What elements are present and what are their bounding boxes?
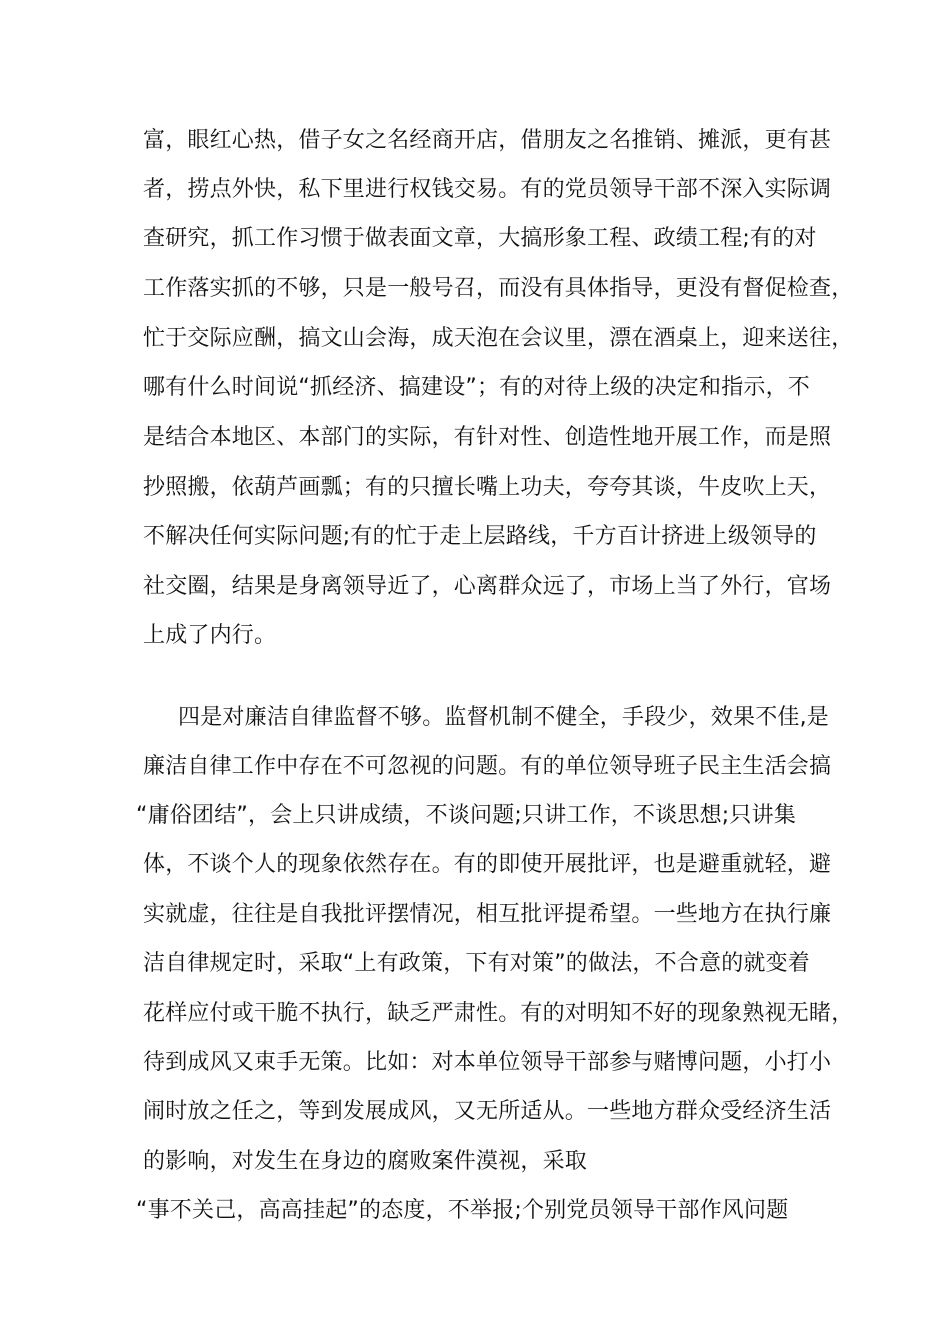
- paragraph-2-line-6: 洁自律规定时，采取“上有政策，下有对策”的做法，不合意的就变着: [143, 951, 810, 976]
- paragraph-2-line-3: “庸俗团结”，会上只讲成绩，不谈问题;只讲工作，不谈思想;只讲集: [136, 803, 797, 828]
- paragraph-2-line-2: 廉洁自律工作中存在不可忽视的问题。有的单位领导班子民主生活会搞: [143, 754, 832, 779]
- paragraph-1-line-6: 哪有什么时间说“抓经济、搞建设”；有的对待上级的决定和指示，不: [143, 375, 810, 400]
- paragraph-1-line-11: 上成了内行。: [143, 623, 277, 648]
- paragraph-2-line-8: 待到成风又束手无策。比如：对本单位领导干部参与赌博问题，小打小: [143, 1050, 832, 1075]
- paragraph-2-line-7: 花样应付或干脆不执行，缺乏严肃性。有的对明知不好的现象熟视无睹，: [143, 1001, 854, 1026]
- paragraph-1-line-8: 抄照搬，依葫芦画瓢；有的只擅长嘴上功夫，夸夸其谈，牛皮吹上天，: [143, 475, 832, 500]
- paragraph-1-line-4: 工作落实抓的不够，只是一般号召，而没有具体指导，更没有督促检查，: [143, 276, 854, 301]
- paragraph-2-line-4: 体，不谈个人的现象依然存在。有的即使开展批评，也是避重就轻，避: [143, 852, 832, 877]
- paragraph-1-line-2: 者，捞点外快，私下里进行权钱交易。有的党员领导干部不深入实际调: [143, 177, 832, 202]
- paragraph-1-line-7: 是结合本地区、本部门的实际，有针对性、创造性地开展工作，而是照: [143, 425, 832, 450]
- paragraph-1-line-1: 富，眼红心热，借子女之名经商开店，借朋友之名推销、摊派，更有甚: [143, 128, 832, 153]
- paragraph-2-line-1: 四是对廉洁自律监督不够。监督机制不健全，手段少，效果不佳,是: [178, 705, 829, 730]
- paragraph-1-line-3: 查研究，抓工作习惯于做表面文章，大搞形象工程、政绩工程;有的对: [143, 226, 817, 251]
- paragraph-2-line-11: “事不关己，高高挂起”的态度，不举报;个别党员领导干部作风问题: [136, 1198, 789, 1223]
- paragraph-1-line-5: 忙于交际应酬，搞文山会海，成天泡在会议里，漂在酒桌上，迎来送往，: [143, 326, 854, 351]
- paragraph-2-line-9: 闹时放之任之，等到发展成风，又无所适从。一些地方群众受经济生活: [143, 1099, 832, 1124]
- paragraph-1-line-10: 社交圈，结果是身离领导近了，心离群众远了，市场上当了外行，官场: [143, 574, 832, 599]
- paragraph-2-line-5: 实就虚，往往是自我批评摆情况，相互批评提希望。一些地方在执行廉: [143, 902, 832, 927]
- paragraph-1-line-9: 不解决任何实际问题;有的忙于走上层路线，千方百计挤进上级领导的: [143, 524, 817, 549]
- paragraph-2-line-10: 的影响，对发生在身边的腐败案件漠视，采取: [143, 1149, 588, 1174]
